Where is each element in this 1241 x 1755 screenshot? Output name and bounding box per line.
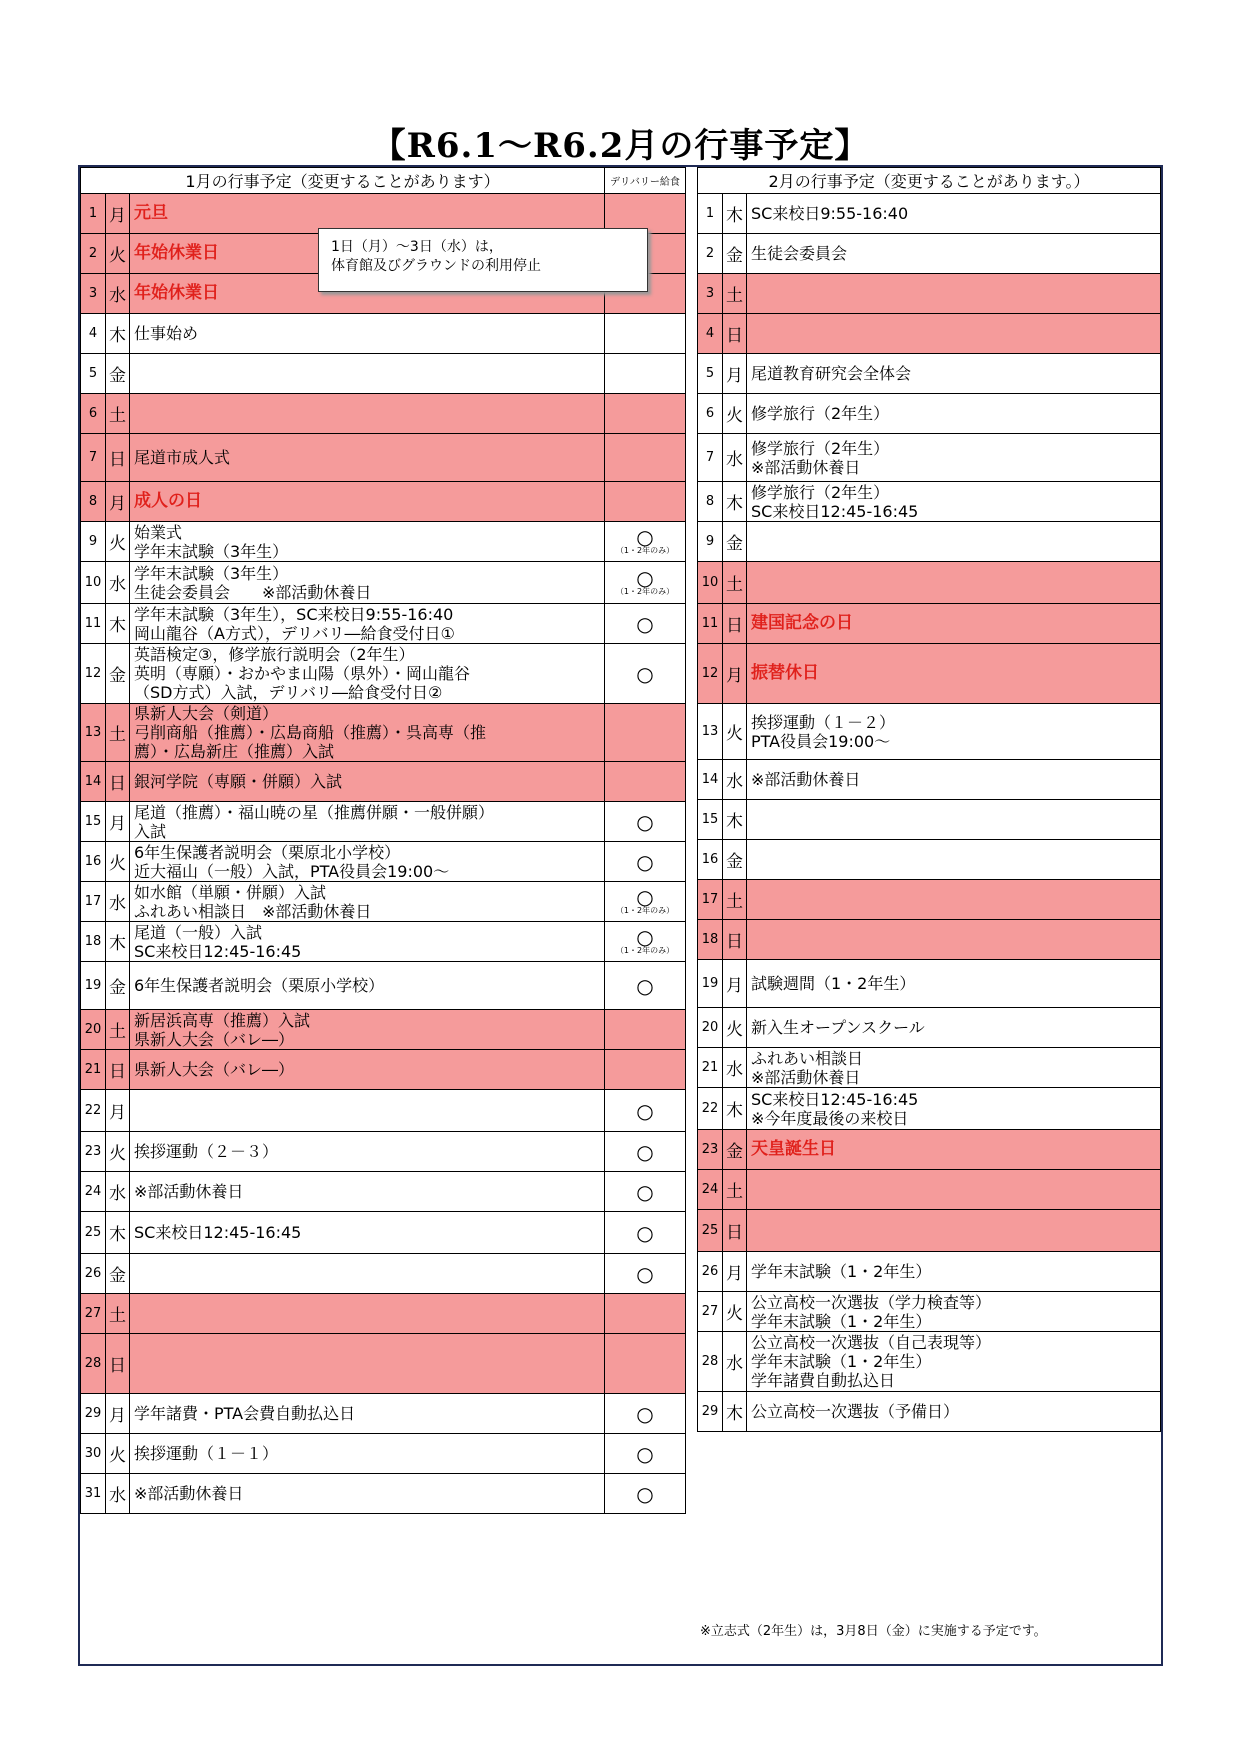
table-row (698, 1048, 1161, 1088)
delivery-circle: ○ (636, 885, 654, 909)
weekday: 金 (106, 1254, 130, 1294)
delivery-mark (605, 704, 686, 762)
table-row (698, 314, 1161, 354)
day-number: 29 (698, 1392, 723, 1432)
day-number: 9 (698, 522, 723, 562)
day-number: 18 (698, 920, 723, 960)
event-text: ※部活動休養日 (130, 1474, 605, 1514)
weekday: 土 (106, 1294, 130, 1334)
table-row (81, 1474, 686, 1514)
weekday: 木 (106, 1212, 130, 1254)
weekday: 土 (106, 394, 130, 434)
table-row (81, 394, 686, 434)
table-row (698, 1210, 1161, 1252)
weekday: 日 (723, 314, 747, 354)
delivery-mark (605, 1474, 686, 1514)
weekday: 金 (723, 522, 747, 562)
event-text (747, 274, 1161, 314)
table-row (698, 920, 1161, 960)
event-text: 尾道（推薦）・福山暁の星（推薦併願・一般併願） 入試 (130, 802, 605, 842)
event-text: 尾道市成人式 (130, 434, 605, 482)
weekday: 木 (723, 194, 747, 234)
event-text: 生徒会委員会 (747, 234, 1161, 274)
event-text: 6年生保護者説明会（栗原北小学校） 近大福山（一般）入試，PTA役員会19:00～ (130, 842, 605, 882)
day-number: 8 (698, 482, 723, 522)
delivery-mark (605, 482, 686, 522)
event-text (130, 1090, 605, 1132)
weekday: 月 (723, 354, 747, 394)
delivery-mark (605, 1394, 686, 1434)
delivery-circle: ○ (636, 525, 654, 549)
delivery-circle: ○ (636, 925, 654, 949)
table-row (81, 562, 686, 604)
day-number: 14 (698, 760, 723, 800)
weekday: 水 (723, 434, 747, 482)
table-row (698, 194, 1161, 234)
weekday: 月 (106, 1090, 130, 1132)
weekday: 日 (723, 604, 747, 644)
delivery-mark (605, 644, 686, 704)
table-row (698, 604, 1161, 644)
event-text: 始業式 学年末試験（3年生） (130, 522, 605, 562)
table-row (698, 394, 1161, 434)
delivery-header: デリバリー給食 (605, 168, 686, 194)
event-text (747, 562, 1161, 604)
delivery-circle: ○ (636, 1261, 654, 1286)
day-number: 23 (81, 1132, 106, 1172)
weekday: 土 (106, 1010, 130, 1050)
event-text: 修学旅行（2年生） ※部活動休養日 (747, 434, 1161, 482)
weekday: 水 (106, 882, 130, 922)
table-row (81, 1212, 686, 1254)
weekday: 火 (723, 1292, 747, 1332)
day-number: 2 (698, 234, 723, 274)
event-text: 新入生オープンスクール (747, 1008, 1161, 1048)
weekday: 月 (723, 644, 747, 704)
event-text: 天皇誕生日 (747, 1130, 1161, 1170)
weekday: 金 (106, 644, 130, 704)
day-number: 19 (698, 960, 723, 1008)
weekday: 月 (106, 194, 130, 234)
day-number: 31 (81, 1474, 106, 1514)
weekday: 金 (723, 234, 747, 274)
event-text: 学年諸費・PTA会費自動払込日 (130, 1394, 605, 1434)
table-row (698, 1088, 1161, 1130)
delivery-circle: ○ (636, 809, 654, 834)
weekday: 火 (723, 704, 747, 760)
day-number: 2 (81, 234, 106, 274)
weekday: 金 (723, 1130, 747, 1170)
table-row (81, 882, 686, 922)
delivery-mark (605, 354, 686, 394)
day-number: 6 (81, 394, 106, 434)
day-number: 27 (81, 1294, 106, 1334)
day-number: 19 (81, 962, 106, 1010)
table-row (698, 1252, 1161, 1292)
table-row (81, 522, 686, 562)
weekday: 木 (106, 922, 130, 962)
day-number: 26 (698, 1252, 723, 1292)
table-row (698, 1130, 1161, 1170)
event-text: 振替休日 (747, 644, 1161, 704)
day-number: 16 (81, 842, 106, 882)
day-number: 16 (698, 840, 723, 880)
day-number: 22 (81, 1090, 106, 1132)
table-row (698, 1008, 1161, 1048)
event-text: 建国記念の日 (747, 604, 1161, 644)
delivery-circle: ○ (636, 1441, 654, 1466)
weekday: 月 (106, 1394, 130, 1434)
day-number: 26 (81, 1254, 106, 1294)
event-text: 年始休業日 (130, 274, 605, 314)
weekday: 水 (106, 1172, 130, 1212)
event-text (130, 1254, 605, 1294)
event-text (747, 1210, 1161, 1252)
table-row (698, 644, 1161, 704)
event-text: 新居浜高専（推薦）入試 県新人大会（バレ―） (130, 1010, 605, 1050)
day-number: 29 (81, 1394, 106, 1434)
event-text: 修学旅行（2年生） SC来校日12:45-16:45 (747, 482, 1161, 522)
delivery-mark (605, 762, 686, 802)
delivery-note: （1・2年のみ） (615, 546, 675, 555)
weekday: 火 (106, 842, 130, 882)
day-number: 8 (81, 482, 106, 522)
day-number: 21 (81, 1050, 106, 1090)
event-text: 挨拶運動（１－１） (130, 1434, 605, 1474)
table-row (81, 354, 686, 394)
day-number: 4 (698, 314, 723, 354)
event-text: 公立高校一次選抜（学力検査等） 学年末試験（1・2年生） (747, 1292, 1161, 1332)
event-text: 県新人大会（剣道） 弓削商船（推薦）・広島商船（推薦）・呉高専（推 薦）・広島新庄（推薦）入試 (130, 704, 605, 762)
day-number: 17 (81, 882, 106, 922)
table-row (81, 1010, 686, 1050)
footnote: ※立志式（2年生）は，3月8日（金）に実施する予定です。 (700, 1624, 1047, 1639)
event-text: 尾道教育研究会全体会 (747, 354, 1161, 394)
event-text (747, 840, 1161, 880)
day-number: 9 (81, 522, 106, 562)
day-number: 4 (81, 314, 106, 354)
weekday: 水 (106, 274, 130, 314)
delivery-circle: ○ (636, 973, 654, 998)
day-number: 15 (81, 802, 106, 842)
weekday: 水 (723, 760, 747, 800)
weekday: 水 (723, 1048, 747, 1088)
day-number: 10 (81, 562, 106, 604)
february-header: 2月の行事予定（変更することがあります。） (698, 168, 1161, 194)
weekday: 土 (723, 562, 747, 604)
weekday: 金 (106, 354, 130, 394)
delivery-mark (605, 962, 686, 1010)
weekday: 金 (723, 840, 747, 880)
day-number: 11 (81, 604, 106, 644)
delivery-note: （1・2年のみ） (615, 587, 675, 596)
weekday: 日 (106, 1334, 130, 1394)
event-text: 学年末試験（3年生），SC来校日9:55-16:40 岡山龍谷（A方式），デリバリ―給食受付日① (130, 604, 605, 644)
delivery-note: （1・2年のみ） (615, 906, 675, 915)
table-row (81, 482, 686, 522)
delivery-mark (605, 1334, 686, 1394)
weekday: 水 (106, 562, 130, 604)
table-row (81, 314, 686, 354)
event-text: ふれあい相談日 ※部活動休養日 (747, 1048, 1161, 1088)
table-row (698, 562, 1161, 604)
table-row (81, 1334, 686, 1394)
delivery-circle: ○ (636, 1220, 654, 1245)
weekday: 月 (723, 1252, 747, 1292)
day-number: 28 (81, 1334, 106, 1394)
day-number: 7 (81, 434, 106, 482)
day-number: 1 (81, 194, 106, 234)
day-number: 27 (698, 1292, 723, 1332)
event-text: 挨拶運動（２－３） (130, 1132, 605, 1172)
table-row (81, 1294, 686, 1334)
day-number: 6 (698, 394, 723, 434)
event-text (747, 920, 1161, 960)
day-number: 22 (698, 1088, 723, 1130)
table-row (698, 800, 1161, 840)
table-row (698, 760, 1161, 800)
day-number: 25 (81, 1212, 106, 1254)
weekday: 木 (723, 1088, 747, 1130)
delivery-mark (605, 1212, 686, 1254)
event-text: 6年生保護者説明会（栗原小学校） (130, 962, 605, 1010)
weekday: 火 (723, 1008, 747, 1048)
table-row (698, 274, 1161, 314)
event-text: 試験週間（1・2年生） (747, 960, 1161, 1008)
delivery-mark (605, 1050, 686, 1090)
table-row (81, 922, 686, 962)
delivery-circle: ○ (636, 849, 654, 874)
table-row (698, 1332, 1161, 1392)
table-row (698, 482, 1161, 522)
delivery-mark (605, 394, 686, 434)
january-header: 1月の行事予定（変更することがあります） (81, 168, 605, 194)
day-number: 25 (698, 1210, 723, 1252)
delivery-mark (605, 1172, 686, 1212)
event-text: SC来校日12:45-16:45 (130, 1212, 605, 1254)
day-number: 12 (81, 644, 106, 704)
delivery-mark (605, 1294, 686, 1334)
page-title: 【R6.1～R6.2月の行事予定】 (371, 126, 870, 166)
table-row (698, 704, 1161, 760)
weekday: 日 (106, 762, 130, 802)
table-row (81, 1090, 686, 1132)
weekday: 日 (723, 1210, 747, 1252)
day-number: 13 (698, 704, 723, 760)
delivery-mark (605, 1010, 686, 1050)
weekday: 月 (723, 960, 747, 1008)
weekday: 火 (106, 1132, 130, 1172)
event-text (130, 1294, 605, 1334)
weekday: 日 (723, 920, 747, 960)
facility-notice-popup: 1日（月）～3日（水）は， 体育館及びグラウンドの利用停止 (318, 228, 648, 292)
weekday: 水 (106, 1474, 130, 1514)
table-row (81, 802, 686, 842)
table-row (698, 1170, 1161, 1210)
event-text: 県新人大会（バレ―） (130, 1050, 605, 1090)
event-text: 尾道（一般）入試 SC来校日12:45-16:45 (130, 922, 605, 962)
table-row (698, 434, 1161, 482)
delivery-circle: ○ (636, 1179, 654, 1204)
day-number: 10 (698, 562, 723, 604)
weekday: 土 (723, 274, 747, 314)
delivery-circle: ○ (636, 1481, 654, 1506)
event-text: 公立高校一次選抜（自己表現等） 学年末試験（1・2年生） 学年諸費自動払込日 (747, 1332, 1161, 1392)
weekday: 水 (723, 1332, 747, 1392)
table-row (81, 1254, 686, 1294)
table-row (81, 704, 686, 762)
table-row (698, 234, 1161, 274)
weekday: 金 (106, 962, 130, 1010)
delivery-mark (605, 842, 686, 882)
event-text: 年始休業日 (130, 234, 605, 274)
day-number: 20 (81, 1010, 106, 1050)
event-text: SC来校日12:45-16:45 ※今年度最後の来校日 (747, 1088, 1161, 1130)
table-row (698, 880, 1161, 920)
weekday: 火 (106, 1434, 130, 1474)
day-number: 12 (698, 644, 723, 704)
event-text: 元旦 (130, 194, 605, 234)
event-text: 銀河学院（専願・併願）入試 (130, 762, 605, 802)
table-row (698, 1392, 1161, 1432)
delivery-mark (605, 522, 686, 562)
weekday: 土 (106, 704, 130, 762)
event-text: 修学旅行（2年生） (747, 394, 1161, 434)
table-row (81, 762, 686, 802)
weekday: 火 (106, 522, 130, 562)
event-text: ※部活動休養日 (130, 1172, 605, 1212)
delivery-circle: ○ (636, 661, 654, 686)
january-table (80, 167, 686, 1514)
day-number: 24 (698, 1170, 723, 1210)
table-row (81, 1394, 686, 1434)
delivery-mark (605, 434, 686, 482)
table-row (698, 1292, 1161, 1332)
event-text (747, 522, 1161, 562)
day-number: 11 (698, 604, 723, 644)
event-text: 学年末試験（1・2年生） (747, 1252, 1161, 1292)
event-text (747, 1170, 1161, 1210)
event-text: 成人の日 (130, 482, 605, 522)
weekday: 火 (106, 234, 130, 274)
delivery-mark (605, 802, 686, 842)
event-text: ※部活動休養日 (747, 760, 1161, 800)
delivery-circle: ○ (636, 566, 654, 590)
event-text (747, 880, 1161, 920)
weekday: 木 (106, 604, 130, 644)
table-row (81, 1132, 686, 1172)
event-text: 如水館（単願・併願）入試 ふれあい相談日 ※部活動休養日 (130, 882, 605, 922)
weekday: 土 (723, 880, 747, 920)
event-text: 仕事始め (130, 314, 605, 354)
delivery-mark (605, 1254, 686, 1294)
day-number: 17 (698, 880, 723, 920)
event-text (747, 314, 1161, 354)
table-row (698, 354, 1161, 394)
day-number: 3 (698, 274, 723, 314)
event-text: 挨拶運動（１－２） PTA役員会19:00～ (747, 704, 1161, 760)
weekday: 土 (723, 1170, 747, 1210)
delivery-circle: ○ (636, 611, 654, 636)
event-text: 英語検定③，修学旅行説明会（2年生） 英明（専願）・おかやま山陽（県外）・岡山龍谷 （SD方式）入試，デリバリ―給食受付日② (130, 644, 605, 704)
event-text (130, 354, 605, 394)
weekday: 木 (723, 800, 747, 840)
delivery-mark (605, 882, 686, 922)
delivery-circle: ○ (636, 1401, 654, 1426)
day-number: 13 (81, 704, 106, 762)
day-number: 5 (698, 354, 723, 394)
weekday: 木 (723, 482, 747, 522)
delivery-mark (605, 604, 686, 644)
day-number: 28 (698, 1332, 723, 1392)
day-number: 21 (698, 1048, 723, 1088)
table-row (81, 962, 686, 1010)
table-row (81, 1172, 686, 1212)
day-number: 20 (698, 1008, 723, 1048)
delivery-mark (605, 1434, 686, 1474)
day-number: 3 (81, 274, 106, 314)
weekday: 日 (106, 1050, 130, 1090)
day-number: 24 (81, 1172, 106, 1212)
day-number: 14 (81, 762, 106, 802)
weekday: 火 (723, 394, 747, 434)
table-row (81, 1050, 686, 1090)
day-number: 18 (81, 922, 106, 962)
table-row (81, 434, 686, 482)
weekday: 木 (106, 314, 130, 354)
event-text: SC来校日9:55-16:40 (747, 194, 1161, 234)
day-number: 5 (81, 354, 106, 394)
event-text: 公立高校一次選抜（予備日） (747, 1392, 1161, 1432)
day-number: 15 (698, 800, 723, 840)
table-row (698, 960, 1161, 1008)
weekday: 日 (106, 434, 130, 482)
delivery-mark (605, 1132, 686, 1172)
table-row (81, 842, 686, 882)
delivery-mark (605, 562, 686, 604)
delivery-mark (605, 314, 686, 354)
weekday: 月 (106, 802, 130, 842)
table-row (81, 604, 686, 644)
event-text (130, 394, 605, 434)
delivery-mark (605, 1090, 686, 1132)
table-row (81, 644, 686, 704)
delivery-circle: ○ (636, 1098, 654, 1123)
event-text (130, 1334, 605, 1394)
day-number: 1 (698, 194, 723, 234)
table-row (698, 840, 1161, 880)
february-table (697, 167, 1161, 1432)
table-row (81, 1434, 686, 1474)
day-number: 23 (698, 1130, 723, 1170)
weekday: 木 (723, 1392, 747, 1432)
delivery-mark (605, 922, 686, 962)
day-number: 30 (81, 1434, 106, 1474)
delivery-circle: ○ (636, 1139, 654, 1164)
day-number: 7 (698, 434, 723, 482)
table-row (698, 522, 1161, 562)
event-text (747, 800, 1161, 840)
weekday: 月 (106, 482, 130, 522)
event-text: 学年末試験（3年生） 生徒会委員会 ※部活動休養日 (130, 562, 605, 604)
delivery-note: （1・2年のみ） (615, 946, 675, 955)
